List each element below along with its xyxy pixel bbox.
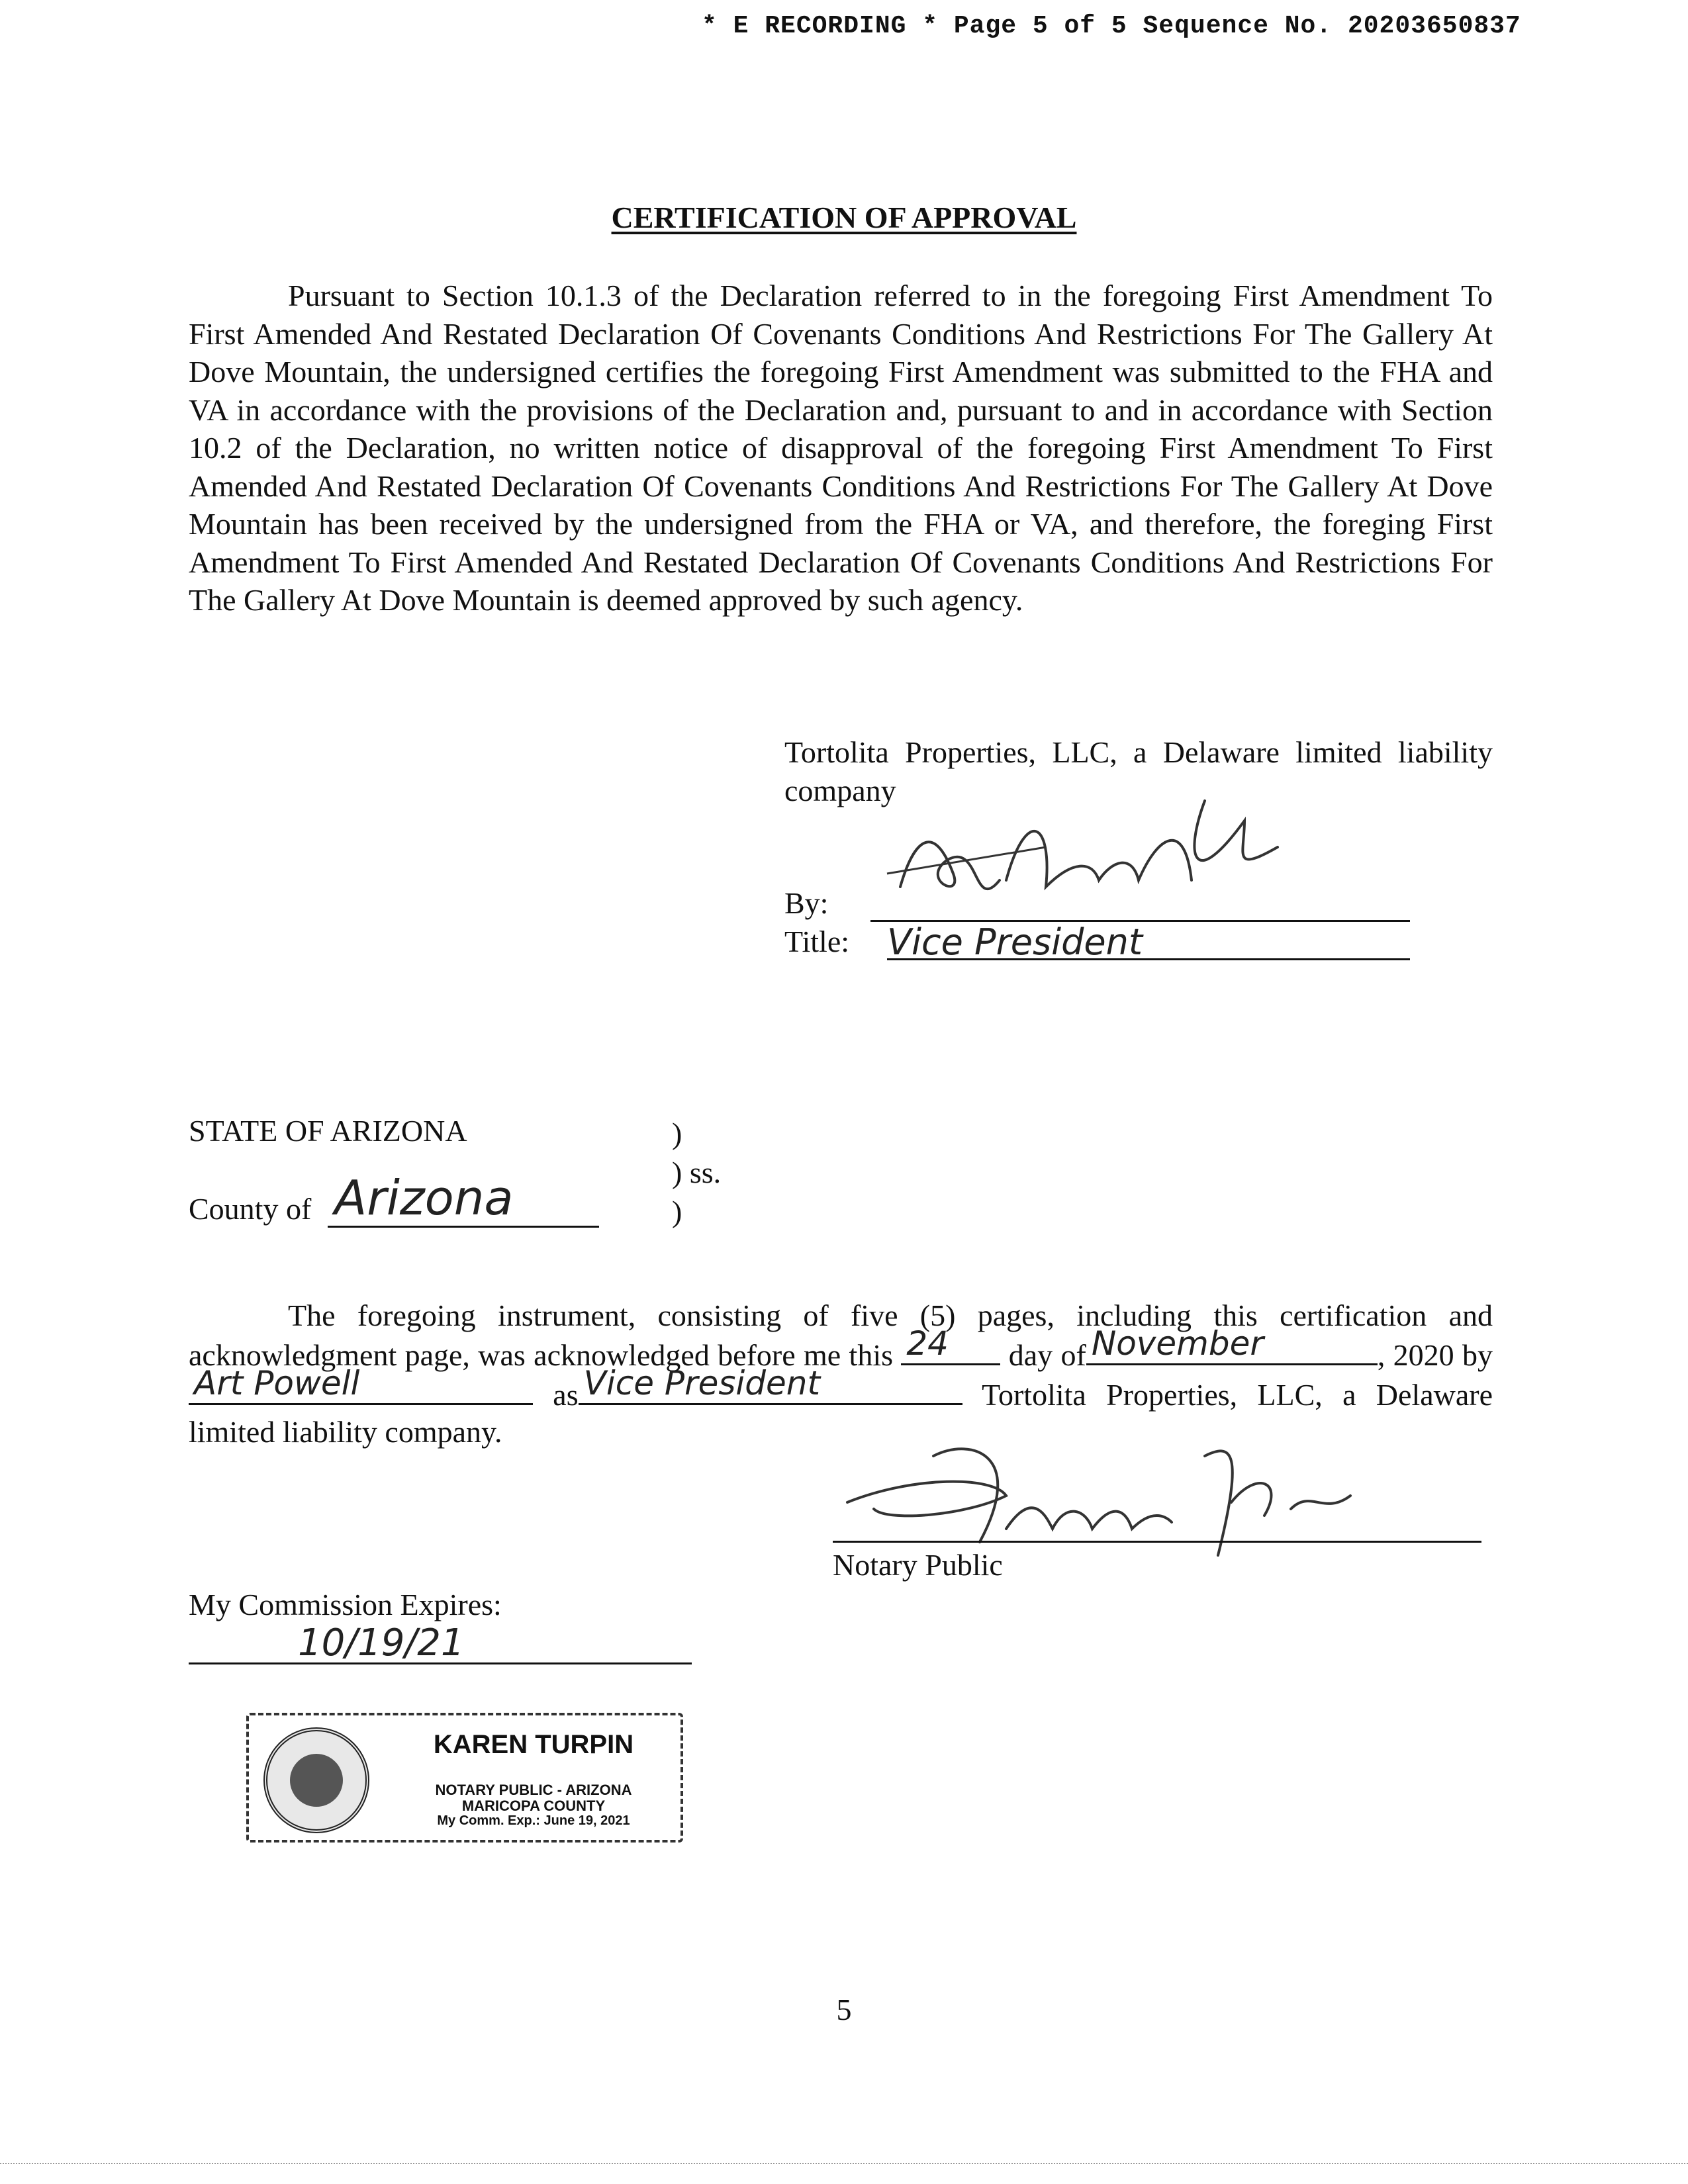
title-handwritten: Vice President [887, 921, 1143, 963]
page-number: 5 [836, 1993, 852, 2026]
ack-text-3: , [1377, 1338, 1385, 1372]
ack-text-6: Tortolita Properties, LLC, a Delaware limited liability company. [189, 1378, 1493, 1449]
certification-paragraph: Pursuant to Section 10.1.3 of the Declaration referred to in the foregoing First Amendment To First Amended And Restated Declaration Of Covenants Conditions And Restrictions For The Gallery At Dove Mountain, the undersigned certifies the foregoing First Amendment was submitted to the FHA and VA in accordance with the provisions of the Declaration and, pursuant to and in accordance with Section 10.2 of the Declaration, no written notice of disapproval of the foregoing First Amendment To First Amended And Restated Declaration Of Covenants Conditions And Restrictions For The Gallery At Dove Mountain has been received by the undersigned from the FHA or VA, and therefore, the foreging First Amendment To First Amended And Restated Declaration Of Covenants Conditions And Restrictions For The Gallery At Dove Mountain is deemed approved by such agency. [189, 279, 1493, 617]
ack-month-value: November [1091, 1324, 1264, 1363]
state-heading: STATE OF ARIZONA [189, 1114, 467, 1148]
ack-name-blank [189, 1364, 533, 1405]
commission-value: 10/19/21 [298, 1621, 465, 1664]
ack-role-blank [579, 1364, 962, 1405]
ack-text-2: day of [1008, 1338, 1086, 1372]
document-title-wrap [0, 200, 1688, 235]
ack-name-value: Art Powell [194, 1364, 360, 1402]
commission-label: My Commission Expires: [189, 1588, 502, 1621]
signatory-company: Tortolita Properties, LLC, a Delaware limited liability company [784, 735, 1493, 807]
ack-day-blank [901, 1324, 1000, 1365]
scan-edge [0, 2163, 1688, 2164]
notary-stamp [246, 1713, 683, 1843]
stamp-line-2: MARICOPA COUNTY [461, 1797, 606, 1814]
ack-day-value: 24 [906, 1324, 949, 1363]
signature-image [874, 781, 1297, 933]
venue-paren-3: ) [672, 1195, 682, 1228]
state-seal-icon [263, 1727, 369, 1833]
title-label: Title: [784, 925, 850, 958]
ack-text-1: The foregoing instrument, consisting of five (5) pages, including this certification and acknowledgment page, was acknowledged before me this [189, 1298, 1493, 1372]
ack-role-value: Vice President [583, 1364, 821, 1402]
venue-paren-1: ) [672, 1116, 682, 1150]
by-label: By: [784, 886, 829, 920]
stamp-name: KAREN TURPIN [433, 1730, 634, 1759]
county-line [328, 1226, 599, 1228]
county-handwritten: Arizona [334, 1170, 514, 1226]
ack-text-5: as [553, 1378, 579, 1412]
ack-text-4: 2020 by [1393, 1338, 1493, 1372]
ack-month-blank [1086, 1324, 1378, 1365]
acknowledgment-paragraph [189, 1297, 1493, 1451]
commission-line [189, 1662, 692, 1664]
stamp-line-3: My Comm. Exp.: June 19, 2021 [437, 1813, 630, 1828]
notary-label: Notary Public [833, 1548, 1003, 1582]
county-label: County of [189, 1192, 312, 1226]
document-title: CERTIFICATION OF APPROVAL [611, 201, 1077, 234]
stamp-line-1: NOTARY PUBLIC - ARIZONA [435, 1782, 632, 1798]
notary-signature-line [833, 1541, 1481, 1543]
venue-paren-ss: ) ss. [672, 1156, 722, 1189]
title-signature-line [887, 958, 1410, 960]
recording-header: * E RECORDING * Page 5 of 5 Sequence No. 20203650837 [702, 12, 1521, 40]
